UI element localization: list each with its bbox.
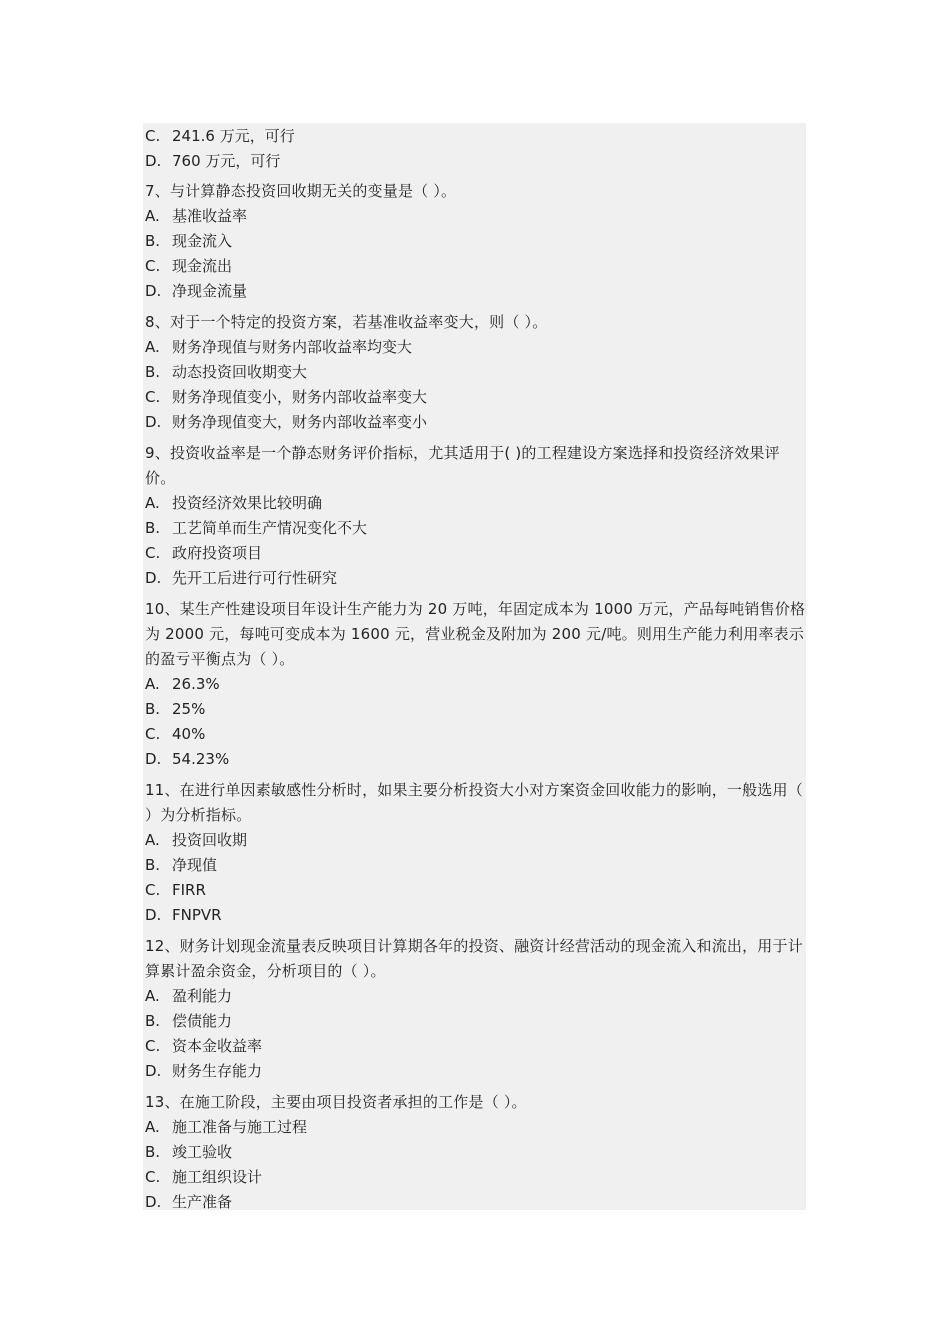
option-text: 现金流出: [172, 257, 233, 275]
option-letter: B.: [145, 232, 161, 250]
option-letter: A.: [145, 1118, 160, 1136]
option-letter: B.: [145, 700, 161, 718]
questions-container: [145, 179, 807, 1215]
option-letter: D.: [145, 152, 162, 170]
option-letter: B.: [145, 1143, 161, 1161]
option-text: 工艺简单而生产情况变化不大: [172, 519, 368, 537]
option-letter: D.: [145, 1062, 162, 1080]
option-text: 盈利能力: [172, 987, 233, 1005]
option-text: 26.3%: [172, 675, 220, 693]
option-letter: D.: [145, 1193, 162, 1211]
option-text: 政府投资项目: [172, 544, 263, 562]
option-letter: A.: [145, 338, 160, 356]
answer-option: [145, 360, 807, 385]
answer-option: [145, 878, 807, 903]
answer-option: [145, 410, 807, 435]
question-stem: 8、对于一个特定的投资方案，若基准收益率变大，则（ ）。: [145, 313, 548, 331]
answer-option: [145, 1165, 807, 1190]
option-text: FNPVR: [172, 906, 222, 924]
option-text: 财务净现值变小，财务内部收益率变大: [172, 388, 428, 406]
option-text: 投资经济效果比较明确: [172, 494, 323, 512]
answer-option: [145, 229, 807, 254]
option-text: 偿债能力: [172, 1012, 233, 1030]
answer-option: [145, 491, 807, 516]
option-letter: C.: [145, 725, 161, 743]
option-text: 财务生存能力: [172, 1062, 263, 1080]
option-text: 25%: [172, 700, 206, 718]
question-stem: 13、在施工阶段，主要由项目投资者承担的工作是（ ）。: [145, 1093, 527, 1111]
option-text: 施工准备与施工过程: [172, 1118, 308, 1136]
option-letter: A.: [145, 675, 160, 693]
option-text: 基准收益率: [172, 207, 248, 225]
answer-option: [145, 516, 807, 541]
option-text: 54.23%: [172, 750, 230, 768]
option-letter: A.: [145, 987, 160, 1005]
question-stem: 10、某生产性建设项目年设计生产能力为 20 万吨，年固定成本为 1000 万元，产品每吨销售价格为 2000 元，每吨可变成本为 1600 元，营业税金及附加为 200 元/吨。则用生产能力利用率表示的盈亏平衡点为（ ）。: [145, 600, 806, 668]
option-letter: D.: [145, 569, 162, 587]
option-text: 净现值: [172, 856, 218, 874]
answer-option: [145, 697, 807, 722]
option-letter: C.: [145, 127, 161, 145]
option-text: FIRR: [172, 881, 206, 899]
option-letter: D.: [145, 413, 162, 431]
answer-option: [145, 672, 807, 697]
option-letter: B.: [145, 856, 161, 874]
option-text: 动态投资回收期变大: [172, 363, 308, 381]
answer-option: [145, 1009, 807, 1034]
option-letter: C.: [145, 1168, 161, 1186]
option-letter: C.: [145, 257, 161, 275]
option-text: 760 万元，可行: [172, 152, 281, 170]
answer-option: [145, 1190, 807, 1215]
answer-option: [145, 279, 807, 304]
answer-option: [145, 1034, 807, 1059]
answer-option: [145, 1115, 807, 1140]
option-letter: B.: [145, 1012, 161, 1030]
question-stem: 7、与计算静态投资回收期无关的变量是（ ）。: [145, 182, 457, 200]
answer-option: [145, 385, 807, 410]
answer-option: [145, 204, 807, 229]
option-text: 净现金流量: [172, 282, 248, 300]
answer-option: [145, 853, 807, 878]
answer-option: [145, 828, 807, 853]
question-stem: 9、投资收益率是一个静态财务评价指标，尤其适用于( )的工程建设方案选择和投资经济效果评价。: [145, 444, 780, 487]
option-text: 40%: [172, 725, 206, 743]
option-letter: A.: [145, 494, 160, 512]
lead-option-d: [145, 149, 807, 174]
option-letter: D.: [145, 750, 162, 768]
option-text: 241.6 万元，可行: [172, 127, 295, 145]
option-letter: B.: [145, 519, 161, 537]
answer-option: [145, 335, 807, 360]
option-text: 竣工验收: [172, 1143, 233, 1161]
question-stem: 11、在进行单因素敏感性分析时，如果主要分析投资大小对方案资金回收能力的影响，一般选用（ ）为分析指标。: [145, 781, 803, 824]
answer-option: [145, 254, 807, 279]
question-list: [145, 124, 807, 1215]
option-letter: A.: [145, 831, 160, 849]
option-text: 投资回收期: [172, 831, 248, 849]
option-text: 财务净现值与财务内部收益率均变大: [172, 338, 413, 356]
lead-option-c: [145, 124, 807, 149]
answer-option: [145, 541, 807, 566]
option-text: 施工组织设计: [172, 1168, 263, 1186]
option-letter: A.: [145, 207, 160, 225]
answer-option: [145, 566, 807, 591]
option-text: 生产准备: [172, 1193, 233, 1211]
option-text: 现金流入: [172, 232, 233, 250]
option-letter: B.: [145, 363, 161, 381]
option-letter: C.: [145, 544, 161, 562]
option-letter: D.: [145, 282, 162, 300]
answer-option: [145, 1140, 807, 1165]
answer-option: [145, 747, 807, 772]
answer-option: [145, 903, 807, 928]
option-text: 先开工后进行可行性研究: [172, 569, 338, 587]
option-letter: C.: [145, 881, 161, 899]
answer-option: [145, 722, 807, 747]
question-stem: 12、财务计划现金流量表反映项目计算期各年的投资、融资计经营活动的现金流入和流出，用于计算累计盈余资金，分析项目的（ ）。: [145, 937, 803, 980]
option-text: 财务净现值变大，财务内部收益率变小: [172, 413, 428, 431]
option-letter: C.: [145, 1037, 161, 1055]
answer-option: [145, 1059, 807, 1084]
answer-option: [145, 984, 807, 1009]
option-letter: D.: [145, 906, 162, 924]
option-text: 资本金收益率: [172, 1037, 263, 1055]
option-letter: C.: [145, 388, 161, 406]
